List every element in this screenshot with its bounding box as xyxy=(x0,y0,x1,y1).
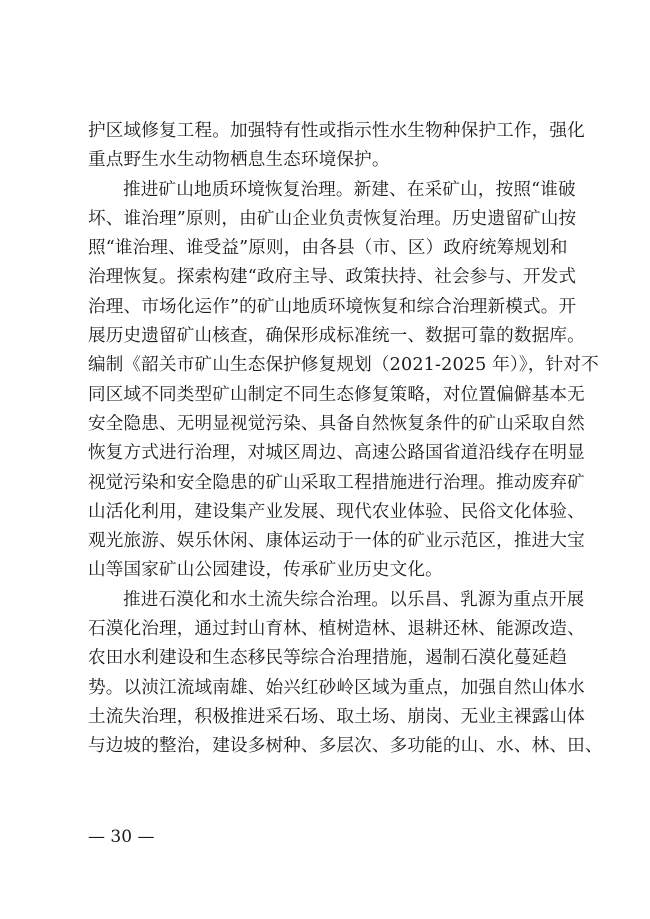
text-line: 农田水利建设和生态移民等综合治理措施，遏制石漠化蔓延趋 xyxy=(88,648,568,669)
text-line: 重点野生水生动物栖息生态环境保护。 xyxy=(88,150,390,171)
text-line: 视觉污染和安全隐患的矿山采取工程措施进行治理。推动废弃矿 xyxy=(88,472,585,493)
page-number: — 30 — xyxy=(88,827,155,847)
paragraph-1 xyxy=(88,117,585,176)
text-line: 安全隐患、无明显视觉污染、具备自然恢复条件的矿山采取自然 xyxy=(88,413,585,434)
text-line: 势。以浈江流域南雄、始兴红砂岭区域为重点，加强自然山体水 xyxy=(88,677,585,698)
paragraph-2 xyxy=(88,176,599,586)
text-line: 山活化利用，建设集产业发展、现代农业体验、民俗文化体验、 xyxy=(88,501,585,522)
text-line: 土流失治理，积极推进采石场、取土场、崩岗、无业主裸露山体 xyxy=(88,706,585,727)
text-line: 与边坡的整治，建设多树种、多层次、多功能的山、水、林、田、 xyxy=(88,736,603,757)
text-line: 治理、市场化运作”的矿山地质环境恢复和综合治理新模式。开 xyxy=(88,296,577,317)
text-line: 恢复方式进行治理，对城区周边、高速公路国省道沿线存在明显 xyxy=(88,443,585,464)
text-line: 护区域修复工程。加强特有性或指示性水生物种保护工作，强化 xyxy=(88,121,585,141)
text-line: 治理恢复。探索构建“政府主导、政策扶持、社会参与、开发式 xyxy=(88,267,577,288)
text-line: 坏、谁治理”原则，由矿山企业负责恢复治理。历史遗留矿山按 xyxy=(88,208,577,229)
text-line: 展历史遗留矿山核查，确保形成标准统一、数据可靠的数据库。 xyxy=(88,326,585,347)
text-line: 编制《韶关市矿山生态保护修复规划（2021-2025 年）》，针对不 xyxy=(88,355,599,376)
paragraph-3 xyxy=(88,586,603,762)
text-line: 山等国家矿山公园建设，传承矿业历史文化。 xyxy=(88,560,443,581)
text-line: 石漠化治理，通过封山育林、植树造林、退耕还林、能源改造、 xyxy=(88,619,585,640)
text-line: 推进矿山地质环境恢复治理。新建、在采矿山，按照“谁破 xyxy=(123,179,576,200)
text-line: 同区域不同类型矿山制定不同生态修复策略，对位置偏僻基本无 xyxy=(88,384,585,405)
body-text xyxy=(88,117,603,762)
text-line: 观光旅游、娱乐休闲、康体运动于一体的矿业示范区，推进大宝 xyxy=(88,531,585,552)
text-line: 推进石漠化和水土流失综合治理。以乐昌、乳源为重点开展 xyxy=(123,589,585,610)
text-line: 照“谁治理、谁受益”原则，由各县（市、区）政府统筹规划和 xyxy=(88,238,568,259)
